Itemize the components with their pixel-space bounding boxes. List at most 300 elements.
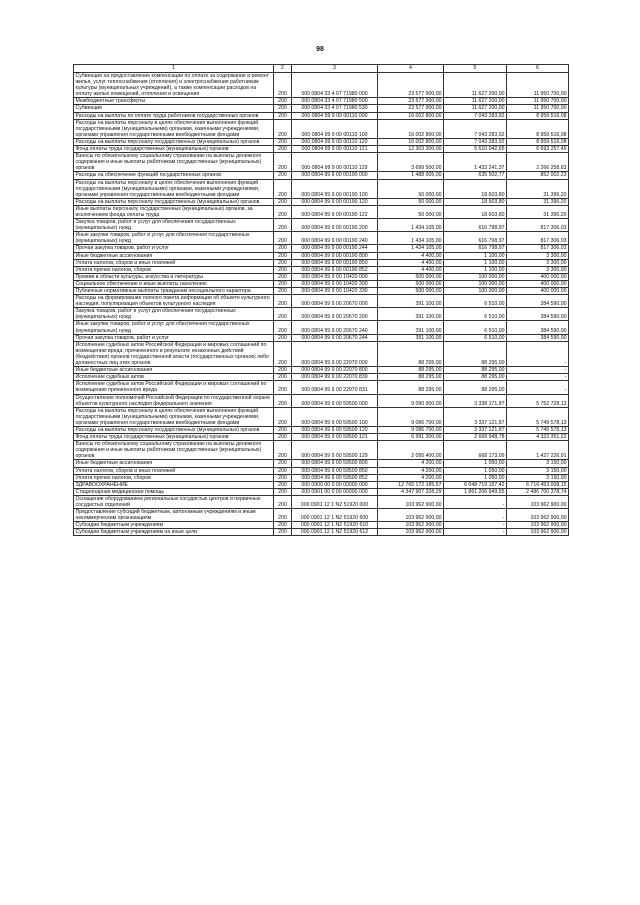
executed-amount-cell: 1 100,00	[444, 252, 507, 259]
table-row	[74, 434, 569, 441]
page-number: 98	[316, 46, 324, 53]
row-name-cell: Стационарная медицинская помощь	[74, 488, 274, 495]
line-code-cell: 200	[274, 153, 292, 172]
unexecuted-amount-cell: 817 306,03	[507, 232, 569, 245]
row-name-cell: Субсидии бюджетным учреждениям на иные цели	[74, 529, 274, 536]
unexecuted-amount-cell: 1 427 226,91	[507, 441, 569, 460]
executed-amount-cell: 100 000,00	[444, 288, 507, 295]
classification-code-cell: 000 0804 99 9 00 22070 800	[292, 367, 378, 374]
executed-amount-cell: 11 627 200,00	[444, 98, 507, 105]
table-row	[74, 334, 569, 341]
approved-amount-cell: 9 086 700,00	[378, 407, 444, 426]
unexecuted-amount-cell: 400 000,00	[507, 280, 569, 287]
line-code-cell: 200	[274, 119, 292, 138]
approved-amount-cell: 391 100,00	[378, 321, 444, 334]
approved-amount-cell: 23 577 900,00	[378, 98, 444, 105]
line-code-cell: 200	[274, 295, 292, 308]
approved-amount-cell: 4 400,00	[378, 266, 444, 273]
unexecuted-amount-cell: 11 950 700,00	[507, 98, 569, 105]
unexecuted-amount-cell: 3 300,00	[507, 259, 569, 266]
line-code-cell: 200	[274, 179, 292, 198]
unexecuted-amount-cell: 3 150,00	[507, 460, 569, 467]
unexecuted-amount-cell: 5 752 728,13	[507, 394, 569, 407]
classification-code-cell: 000 0804 99 9 00 00110 120	[292, 138, 378, 145]
approved-amount-cell: 103 962 900,00	[378, 509, 444, 522]
row-name-cell: Публичные нормативные выплаты гражданам несоциального характера	[74, 288, 274, 295]
table-row	[74, 119, 569, 138]
classification-code-cell: 000 0804 99 9 00 00190 244	[292, 245, 378, 252]
executed-amount-cell: 7 043 283,92	[444, 138, 507, 145]
executed-amount-cell: 1 050,00	[444, 474, 507, 481]
executed-amount-cell: 18 603,80	[444, 198, 507, 205]
row-name-cell: Иные бюджетные ассигнования	[74, 367, 274, 374]
classification-code-cell: 000 0901 00 0 00 00000 000	[292, 488, 378, 495]
unexecuted-amount-cell: 103 962 900,00	[507, 509, 569, 522]
approved-amount-cell: 1 488 005,00	[378, 172, 444, 179]
executed-amount-cell: 7 043 283,92	[444, 112, 507, 119]
executed-amount-cell: 88 295,00	[444, 374, 507, 381]
executed-amount-cell: 100 000,00	[444, 280, 507, 287]
row-name-cell: Расходы на выплаты персоналу государственных (муниципальных) органов	[74, 138, 274, 145]
approved-amount-cell: 4 200,00	[378, 474, 444, 481]
executed-amount-cell: 11 627 200,00	[444, 105, 507, 112]
approved-amount-cell: 16 002 800,00	[378, 119, 444, 138]
classification-code-cell: 000 0804 99 9 00 59500 121	[292, 434, 378, 441]
approved-amount-cell: 88 295,00	[378, 374, 444, 381]
unexecuted-amount-cell: 11 950 700,00	[507, 73, 569, 98]
classification-code-cell: 000 0804 99 9 00 59500 000	[292, 394, 378, 407]
row-name-cell: Оснащение оборудованием региональных сосудистых центров и первичных сосудистых отделений	[74, 495, 274, 508]
row-name-cell: Уплата прочих налогов, сборов	[74, 474, 274, 481]
unexecuted-amount-cell: 817 306,03	[507, 219, 569, 232]
classification-code-cell: 000 0804 99 9 00 20670 000	[292, 295, 378, 308]
table-row	[74, 146, 569, 153]
approved-amount-cell: 6 991 300,00	[378, 434, 444, 441]
row-name-cell: Закупка товаров, работ и услуг для обеспечения государственных (муниципальных) нужд	[74, 308, 274, 321]
table-row	[74, 288, 569, 295]
approved-amount-cell: 103 962 900,00	[378, 529, 444, 536]
classification-code-cell: 000 0804 99 9 00 20670 244	[292, 334, 378, 341]
line-code-cell: 200	[274, 529, 292, 536]
unexecuted-amount-cell: -	[507, 341, 569, 366]
table-row	[74, 295, 569, 308]
approved-amount-cell: 500 000,00	[378, 273, 444, 280]
executed-amount-cell: 100 000,00	[444, 273, 507, 280]
table-row	[74, 426, 569, 433]
row-name-cell: Прочая закупка товаров, работ и услуг	[74, 245, 274, 252]
approved-amount-cell: 16 002 800,00	[378, 138, 444, 145]
unexecuted-amount-cell: 103 962 900,00	[507, 495, 569, 508]
classification-code-cell: 000 0900 00 0 00 00000 000	[292, 481, 378, 488]
line-code-cell: 200	[274, 146, 292, 153]
classification-code-cell: 000 0804 99 9 00 20670 240	[292, 321, 378, 334]
table-row	[74, 509, 569, 522]
executed-amount-cell: 18 603,80	[444, 205, 507, 218]
line-code-cell: 200	[274, 321, 292, 334]
classification-code-cell: 000 0804 99 9 00 00190 100	[292, 179, 378, 198]
classification-code-cell: 000 0804 99 9 00 00190 800	[292, 252, 378, 259]
table-row	[74, 441, 569, 460]
executed-amount-cell: 6 048 719 157,42	[444, 481, 507, 488]
table-row	[74, 522, 569, 529]
approved-amount-cell: 1 434 105,00	[378, 232, 444, 245]
classification-code-cell: 000 0804 99 9 00 00190 852	[292, 266, 378, 273]
approved-amount-cell: 9 090 900,00	[378, 394, 444, 407]
row-name-cell: Субсидии бюджетным учреждениям	[74, 522, 274, 529]
executed-amount-cell: 18 603,80	[444, 179, 507, 198]
column-number-row	[74, 65, 569, 73]
classification-code-cell: 000 0804 99 9 00 59500 129	[292, 441, 378, 460]
executed-amount-cell: -	[444, 529, 507, 536]
table-row	[74, 179, 569, 198]
approved-amount-cell: 4 200,00	[378, 467, 444, 474]
line-code-cell: 200	[274, 488, 292, 495]
row-name-cell: Осуществление полномочий Российской Федерации по государственной охране объектов культурного наследия федерального значения	[74, 394, 274, 407]
approved-amount-cell: 2 095 400,00	[378, 441, 444, 460]
line-code-cell: 200	[274, 341, 292, 366]
column-number: 1	[74, 65, 274, 73]
executed-amount-cell: 6 510,00	[444, 334, 507, 341]
executed-amount-cell: 88 295,00	[444, 367, 507, 374]
approved-amount-cell: 4 200,00	[378, 460, 444, 467]
line-code-cell: 200	[274, 252, 292, 259]
unexecuted-amount-cell: 8 959 516,08	[507, 112, 569, 119]
classification-code-cell: 000 0804 33 4 07 71980 500	[292, 98, 378, 105]
table-row	[74, 205, 569, 218]
executed-amount-cell: -	[444, 495, 507, 508]
line-code-cell: 200	[274, 259, 292, 266]
line-code-cell: 200	[274, 509, 292, 522]
classification-code-cell: 000 0804 33 4 07 71980 530	[292, 105, 378, 112]
column-number: 3	[292, 65, 378, 73]
unexecuted-amount-cell: 103 962 900,00	[507, 529, 569, 536]
table-row	[74, 474, 569, 481]
budget-table	[73, 64, 569, 536]
unexecuted-amount-cell: 3 150,00	[507, 474, 569, 481]
column-number: 4	[378, 65, 444, 73]
unexecuted-amount-cell: 400 000,00	[507, 288, 569, 295]
approved-amount-cell: 50 000,00	[378, 198, 444, 205]
line-code-cell: 200	[274, 280, 292, 287]
unexecuted-amount-cell: 3 300,00	[507, 252, 569, 259]
column-number: 5	[444, 65, 507, 73]
unexecuted-amount-cell: 384 590,00	[507, 308, 569, 321]
line-code-cell: 200	[274, 522, 292, 529]
unexecuted-amount-cell: 3 150,00	[507, 467, 569, 474]
row-name-cell: Иные бюджетные ассигнования	[74, 252, 274, 259]
executed-amount-cell: 6 510,00	[444, 295, 507, 308]
unexecuted-amount-cell: 31 396,20	[507, 205, 569, 218]
line-code-cell: 200	[274, 495, 292, 508]
unexecuted-amount-cell: 31 396,20	[507, 198, 569, 205]
table-row	[74, 153, 569, 172]
approved-amount-cell: 4 400,00	[378, 259, 444, 266]
line-code-cell: 200	[274, 98, 292, 105]
row-name-cell: Расходы на выплаты по оплате труда работников государственных органов	[74, 112, 274, 119]
executed-amount-cell: 1 100,00	[444, 259, 507, 266]
classification-code-cell: 000 0901 12 1 N2 51920 600	[292, 509, 378, 522]
line-code-cell: 200	[274, 426, 292, 433]
table-row	[74, 245, 569, 252]
line-code-cell: 200	[274, 273, 292, 280]
line-code-cell: 200	[274, 460, 292, 467]
unexecuted-amount-cell: 400 000,00	[507, 273, 569, 280]
classification-code-cell: 000 0804 99 9 00 00190 122	[292, 205, 378, 218]
unexecuted-amount-cell: 817 306,03	[507, 245, 569, 252]
line-code-cell: 200	[274, 434, 292, 441]
line-code-cell: 200	[274, 245, 292, 252]
approved-amount-cell: 391 100,00	[378, 334, 444, 341]
classification-code-cell: 000 0804 33 4 07 71980 000	[292, 73, 378, 98]
table-row	[74, 308, 569, 321]
classification-code-cell: 000 0804 99 9 00 00190 850	[292, 259, 378, 266]
unexecuted-amount-cell: 5 749 578,13	[507, 426, 569, 433]
row-name-cell: Расходы на выплаты персоналу государственных (муниципальных) органов	[74, 198, 274, 205]
unexecuted-amount-cell: 852 002,23	[507, 172, 569, 179]
approved-amount-cell: 88 295,00	[378, 381, 444, 394]
executed-amount-cell: 3 337 121,87	[444, 407, 507, 426]
unexecuted-amount-cell: 4 322 351,22	[507, 434, 569, 441]
executed-amount-cell: 5 610 042,65	[444, 146, 507, 153]
approved-amount-cell: 12 303 300,00	[378, 146, 444, 153]
unexecuted-amount-cell: 384 590,00	[507, 295, 569, 308]
classification-code-cell: 000 0804 99 9 00 22070 831	[292, 381, 378, 394]
table-row	[74, 252, 569, 259]
classification-code-cell: 000 0804 99 9 00 00190 000	[292, 172, 378, 179]
approved-amount-cell: 16 002 800,00	[378, 112, 444, 119]
unexecuted-amount-cell: 103 962 900,00	[507, 522, 569, 529]
table-row	[74, 112, 569, 119]
row-name-cell: Прочая закупка товаров, работ и услуг	[74, 334, 274, 341]
row-name-cell: Иные закупки товаров, работ и услуг для обеспечения государственных (муниципальных) нужд	[74, 232, 274, 245]
unexecuted-amount-cell: 2 486 700 378,74	[507, 488, 569, 495]
unexecuted-amount-cell: 6 693 257,45	[507, 146, 569, 153]
table-row	[74, 381, 569, 394]
table-body	[74, 73, 569, 536]
unexecuted-amount-cell: 384 590,00	[507, 321, 569, 334]
executed-amount-cell: 616 798,97	[444, 232, 507, 245]
row-name-cell: Расходы на выплаты персоналу государственных (муниципальных) органов	[74, 426, 274, 433]
unexecuted-amount-cell: -	[507, 381, 569, 394]
line-code-cell: 200	[274, 474, 292, 481]
table-row	[74, 341, 569, 366]
row-name-cell: Межбюджетные трансферты	[74, 98, 274, 105]
executed-amount-cell: 2 668 948,78	[444, 434, 507, 441]
line-code-cell: 200	[274, 441, 292, 460]
approved-amount-cell: 88 295,00	[378, 367, 444, 374]
unexecuted-amount-cell: 31 396,20	[507, 179, 569, 198]
executed-amount-cell: 668 173,09	[444, 441, 507, 460]
table-row	[74, 98, 569, 105]
table-row	[74, 259, 569, 266]
approved-amount-cell: 4 347 907 328,29	[378, 488, 444, 495]
unexecuted-amount-cell: 8 959 516,08	[507, 119, 569, 138]
unexecuted-amount-cell: -	[507, 374, 569, 381]
approved-amount-cell: 9 086 700,00	[378, 426, 444, 433]
line-code-cell: 200	[274, 394, 292, 407]
table-row	[74, 172, 569, 179]
executed-amount-cell: 88 295,00	[444, 341, 507, 366]
line-code-cell: 200	[274, 481, 292, 488]
row-name-cell: Фонд оплаты труда государственных (муниципальных) органов	[74, 434, 274, 441]
executed-amount-cell: 1 100,00	[444, 266, 507, 273]
line-code-cell: 200	[274, 205, 292, 218]
row-name-cell: Исполнение судебных актов Российской Федерации и мировых соглашений по возмещению причиненного вреда	[74, 381, 274, 394]
line-code-cell: 200	[274, 172, 292, 179]
approved-amount-cell: 103 962 900,00	[378, 522, 444, 529]
classification-code-cell: 000 0804 99 9 00 00190 240	[292, 232, 378, 245]
classification-code-cell: 000 0804 99 9 00 00110 000	[292, 112, 378, 119]
approved-amount-cell: 500 000,00	[378, 288, 444, 295]
classification-code-cell: 000 0804 99 9 00 20670 200	[292, 308, 378, 321]
classification-code-cell: 000 0804 99 9 00 22070 830	[292, 374, 378, 381]
row-name-cell: Уплата налогов, сборов и иных платежей	[74, 259, 274, 266]
row-name-cell: Исполнение судебных актов	[74, 374, 274, 381]
executed-amount-cell: 11 627 200,00	[444, 73, 507, 98]
approved-amount-cell: 12 765 172 185,57	[378, 481, 444, 488]
table-row	[74, 105, 569, 112]
table-row	[74, 529, 569, 536]
row-name-cell: Расходы на обеспечение функций государственных органов	[74, 172, 274, 179]
table-row	[74, 219, 569, 232]
row-name-cell: Исполнение судебных актов Российской Федерации и мировых соглашений по возмещению вреда, причиненного в результате незаконных действий (бездействия) органов государственной власти (государственных органов) либо должностных лиц этих органов	[74, 341, 274, 366]
executed-amount-cell: 6 510,00	[444, 308, 507, 321]
executed-amount-cell: 1 050,00	[444, 460, 507, 467]
classification-code-cell: 000 0804 99 9 00 10420 330	[292, 288, 378, 295]
classification-code-cell: 000 0804 99 9 00 59500 100	[292, 407, 378, 426]
classification-code-cell: 000 0901 12 1 N2 51920 000	[292, 495, 378, 508]
line-code-cell: 200	[274, 374, 292, 381]
table-row	[74, 266, 569, 273]
line-code-cell: 200	[274, 288, 292, 295]
classification-code-cell: 000 0901 12 1 N2 51920 610	[292, 522, 378, 529]
executed-amount-cell: 1 433 241,37	[444, 153, 507, 172]
unexecuted-amount-cell: 11 950 700,00	[507, 105, 569, 112]
classification-code-cell: 000 0804 99 9 00 59500 852	[292, 474, 378, 481]
table-row	[74, 495, 569, 508]
executed-amount-cell: 88 295,00	[444, 381, 507, 394]
line-code-cell: 200	[274, 308, 292, 321]
unexecuted-amount-cell: 5 749 578,13	[507, 407, 569, 426]
row-name-cell: Предоставление субсидий бюджетным, автономным учреждениям и иным некоммерческим организациям	[74, 509, 274, 522]
table-row	[74, 273, 569, 280]
row-name-cell: Расходы на формирование полного пакета информации об объекте культурного наследия, популяризация объектов культурного наследия	[74, 295, 274, 308]
executed-amount-cell: -	[444, 509, 507, 522]
line-code-cell: 200	[274, 467, 292, 474]
row-name-cell: Расходы на выплаты персоналу в целях обеспечения выполнения функций государственными (муниципальными) органами, казенными учреждениями, органами управления государственными внебюджетными фондами	[74, 119, 274, 138]
line-code-cell: 200	[274, 105, 292, 112]
row-name-cell: Расходы на выплаты персоналу в целях обеспечения выполнения функций государственными (муниципальными) органами, казенными учреждениями, органами управления государственными внебюджетными фондами	[74, 407, 274, 426]
row-name-cell: Расходы на выплаты персоналу в целях обеспечения выполнения функций государственными (муниципальными) органами, казенными учреждениями, органами управления государственными внебюджетными фондами	[74, 179, 274, 198]
unexecuted-amount-cell: 3 300,00	[507, 266, 569, 273]
table-row	[74, 467, 569, 474]
approved-amount-cell: 391 100,00	[378, 308, 444, 321]
classification-code-cell: 000 0804 99 9 00 59500 800	[292, 460, 378, 467]
line-code-cell: 200	[274, 407, 292, 426]
table-row	[74, 394, 569, 407]
line-code-cell: 200	[274, 367, 292, 374]
row-name-cell: Взносы по обязательному социальному страхованию на выплаты денежного содержания и иные выплаты работникам государственных (муниципальных) органов	[74, 441, 274, 460]
row-name-cell: Субвенции на предоставление компенсации по оплате за содержание и ремонт жилья, услуг теплоснабжения (отопления) и электроснабжения работникам культуры (муниципальных учреждений), а также компенсации расходов на оплату жилых помещений, отопления и освещения	[74, 73, 274, 98]
executed-amount-cell: 616 798,97	[444, 245, 507, 252]
approved-amount-cell: 50 000,00	[378, 205, 444, 218]
executed-amount-cell: 1 050,00	[444, 467, 507, 474]
unexecuted-amount-cell: 2 266 258,63	[507, 153, 569, 172]
executed-amount-cell: 3 337 121,87	[444, 426, 507, 433]
executed-amount-cell: 7 043 283,92	[444, 119, 507, 138]
approved-amount-cell: 23 577 900,00	[378, 105, 444, 112]
classification-code-cell: 000 0804 99 9 00 00110 129	[292, 153, 378, 172]
executed-amount-cell: 3 338 171,87	[444, 394, 507, 407]
row-name-cell: Фонд оплаты труда государственных (муниципальных) органов	[74, 146, 274, 153]
column-number: 6	[507, 65, 569, 73]
executed-amount-cell: 616 798,97	[444, 219, 507, 232]
classification-code-cell: 000 0804 99 9 00 00110 100	[292, 119, 378, 138]
table-row	[74, 407, 569, 426]
table-row	[74, 460, 569, 467]
table-row	[74, 198, 569, 205]
unexecuted-amount-cell: 6 716 453 008,15	[507, 481, 569, 488]
line-code-cell: 200	[274, 198, 292, 205]
approved-amount-cell: 1 434 105,00	[378, 245, 444, 252]
row-name-cell: Иные закупки товаров, работ и услуг для обеспечения государственных (муниципальных) нужд	[74, 321, 274, 334]
line-code-cell: 200	[274, 232, 292, 245]
line-code-cell: 200	[274, 219, 292, 232]
approved-amount-cell: 103 962 900,00	[378, 495, 444, 508]
table-row	[74, 481, 569, 488]
classification-code-cell: 000 0804 99 9 00 00190 200	[292, 219, 378, 232]
row-name-cell: Иные выплаты персоналу государственных (муниципальных) органов, за исключением фонда оплаты труда	[74, 205, 274, 218]
line-code-cell: 200	[274, 334, 292, 341]
approved-amount-cell: 500 000,00	[378, 280, 444, 287]
line-code-cell: 200	[274, 138, 292, 145]
row-name-cell: Уплата налогов, сборов и иных платежей	[74, 467, 274, 474]
classification-code-cell: 000 0804 99 9 00 00110 121	[292, 146, 378, 153]
classification-code-cell: 000 0804 99 9 00 22070 000	[292, 341, 378, 366]
executed-amount-cell: 1 861 206 949,55	[444, 488, 507, 495]
approved-amount-cell: 23 577 900,00	[378, 73, 444, 98]
line-code-cell: 200	[274, 381, 292, 394]
table-row	[74, 367, 569, 374]
executed-amount-cell: -	[444, 522, 507, 529]
approved-amount-cell: 4 400,00	[378, 252, 444, 259]
row-name-cell: Закупка товаров, работ и услуг для обеспечения государственных (муниципальных) нужд	[74, 219, 274, 232]
line-code-cell: 200	[274, 73, 292, 98]
table-row	[74, 374, 569, 381]
table-row	[74, 488, 569, 495]
table-row	[74, 232, 569, 245]
row-name-cell: Социальное обеспечение и иные выплаты населению	[74, 280, 274, 287]
row-name-cell: Взносы по обязательному социальному страхованию на выплаты денежного содержания и иные выплаты работникам государственных (муниципальных) органов	[74, 153, 274, 172]
executed-amount-cell: 635 502,77	[444, 172, 507, 179]
classification-code-cell: 000 0901 12 1 N2 51920 612	[292, 529, 378, 536]
classification-code-cell: 000 0804 99 9 00 59500 850	[292, 467, 378, 474]
unexecuted-amount-cell: 8 959 516,08	[507, 138, 569, 145]
approved-amount-cell: 3 699 500,00	[378, 153, 444, 172]
column-number: 2	[274, 65, 292, 73]
line-code-cell: 200	[274, 112, 292, 119]
approved-amount-cell: 391 100,00	[378, 295, 444, 308]
row-name-cell: Уплата прочих налогов, сборов	[74, 266, 274, 273]
approved-amount-cell: 50 000,00	[378, 179, 444, 198]
unexecuted-amount-cell: -	[507, 367, 569, 374]
table-row	[74, 321, 569, 334]
classification-code-cell: 000 0804 99 9 00 10420 300	[292, 280, 378, 287]
row-name-cell: ЗДРАВООХРАНЕНИЕ	[74, 481, 274, 488]
classification-code-cell: 000 0804 99 9 00 59500 120	[292, 426, 378, 433]
table-row	[74, 73, 569, 98]
executed-amount-cell: 6 510,00	[444, 321, 507, 334]
